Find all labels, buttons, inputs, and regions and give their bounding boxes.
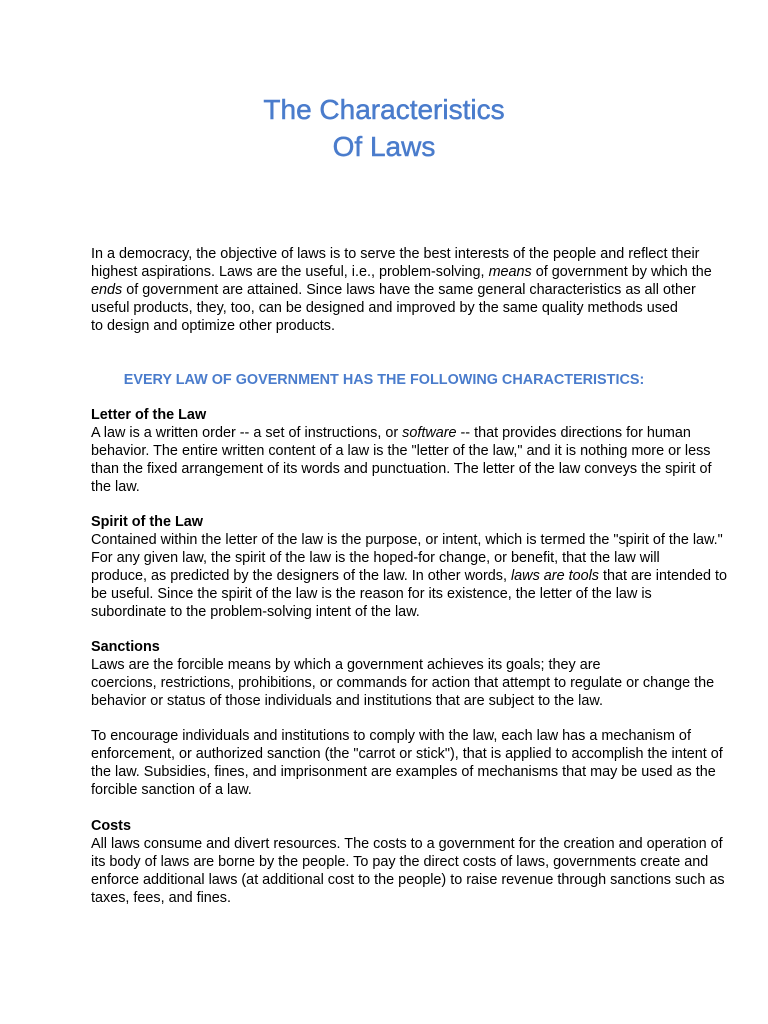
intro-line-3-b: of government are attained. Since laws have the same general characteristics as all other: [122, 282, 696, 298]
sanctions-heading: Sanctions: [91, 639, 160, 655]
spirit-heading: Spirit of the Law: [91, 514, 203, 530]
spirit-line-5: subordinate to the problem-solving intent of the law.: [91, 604, 420, 620]
spirit-line-2: For any given law, the spirit of the law is the hoped-for change, or benefit, that the law will: [91, 550, 660, 566]
costs-line-3: enforce additional laws (at additional cost to the people) to raise revenue through sanctions such as: [91, 872, 725, 888]
spirit-line-3: [91, 567, 763, 585]
intro-line-2-b: of government by which the: [531, 264, 712, 280]
intro-line-2-a: highest aspirations. Laws are the useful, i.e., problem-solving,: [91, 264, 489, 280]
encourage-line-3: the law. Subsidies, fines, and imprisonment are examples of mechanisms that may be used as the: [91, 764, 716, 780]
section-spirit-of-the-law: [91, 513, 763, 621]
sanctions-line-1: Laws are the forcible means by which a government achieves its goals; they are: [91, 657, 601, 673]
letter-line-3: than the fixed arrangement of its words and punctuation. The letter of the law conveys the spirit of: [91, 461, 712, 477]
intro-ends-emphasis: ends: [91, 282, 123, 298]
encourage-line-1: To encourage individuals and institutions to comply with the law, each law has a mechanism of: [91, 728, 691, 744]
letter-heading: Letter of the Law: [91, 407, 207, 423]
section-costs: [91, 817, 763, 907]
characteristics-subheading: EVERY LAW OF GOVERNMENT HAS THE FOLLOWING CHARACTERISTICS:: [123, 372, 645, 388]
title-line-2: Of Laws: [332, 131, 436, 162]
intro-line-3: [91, 281, 763, 299]
intro-means-emphasis: means: [488, 264, 532, 280]
intro-paragraph: [91, 245, 763, 335]
section-sanctions: [91, 638, 763, 710]
costs-line-4: taxes, fees, and fines.: [91, 890, 231, 906]
intro-line-4: useful products, they, too, can be designed and improved by the same quality methods used: [91, 300, 678, 316]
costs-line-1: All laws consume and divert resources. The costs to a government for the creation and operation of: [91, 836, 723, 852]
intro-line-5: to design and optimize other products.: [91, 318, 335, 334]
spirit-line-1: Contained within the letter of the law is the purpose, or intent, which is termed the "spirit of the law.": [91, 532, 723, 548]
letter-line-1-a: A law is a written order -- a set of instructions, or: [91, 425, 403, 441]
letter-line-1: [91, 424, 763, 442]
spirit-line-4: be useful. Since the spirit of the law is the reason for its existence, the letter of the law is: [91, 586, 652, 602]
encourage-line-2: enforcement, or authorized sanction (the "carrot or stick"), that is applied to accomplish the intent of: [91, 746, 723, 762]
intro-line-2: [91, 263, 763, 281]
sanctions-line-2: coercions, restrictions, prohibitions, or commands for action that attempt to regulate or change the: [91, 675, 715, 691]
letter-software-emphasis: software: [402, 425, 457, 441]
title-line-1: The Characteristics: [263, 94, 505, 125]
intro-line-1: In a democracy, the objective of laws is to serve the best interests of the people and reflect their: [91, 246, 700, 262]
sanctions-line-3: behavior or status of those individuals and institutions that are subject to the law.: [91, 693, 603, 709]
letter-line-1-b: -- that provides directions for human: [456, 425, 691, 441]
section-enforcement-paragraph: [91, 727, 763, 799]
spirit-line-3-a: produce, as predicted by the designers of the law. In other words,: [91, 568, 511, 584]
costs-line-2: its body of laws are borne by the people. To pay the direct costs of laws, governments create and: [91, 854, 709, 870]
document-title: [0, 91, 768, 165]
letter-line-2: behavior. The entire written content of a law is the "letter of the law," and it is nothing more or less: [91, 443, 711, 459]
spirit-tools-emphasis: laws are tools: [510, 568, 599, 584]
section-letter-of-the-law: [91, 406, 763, 496]
spirit-line-3-b: that are intended to: [598, 568, 727, 584]
encourage-line-4: forcible sanction of a law.: [91, 782, 252, 798]
costs-heading: Costs: [91, 818, 131, 834]
letter-line-4: the law.: [91, 479, 140, 495]
